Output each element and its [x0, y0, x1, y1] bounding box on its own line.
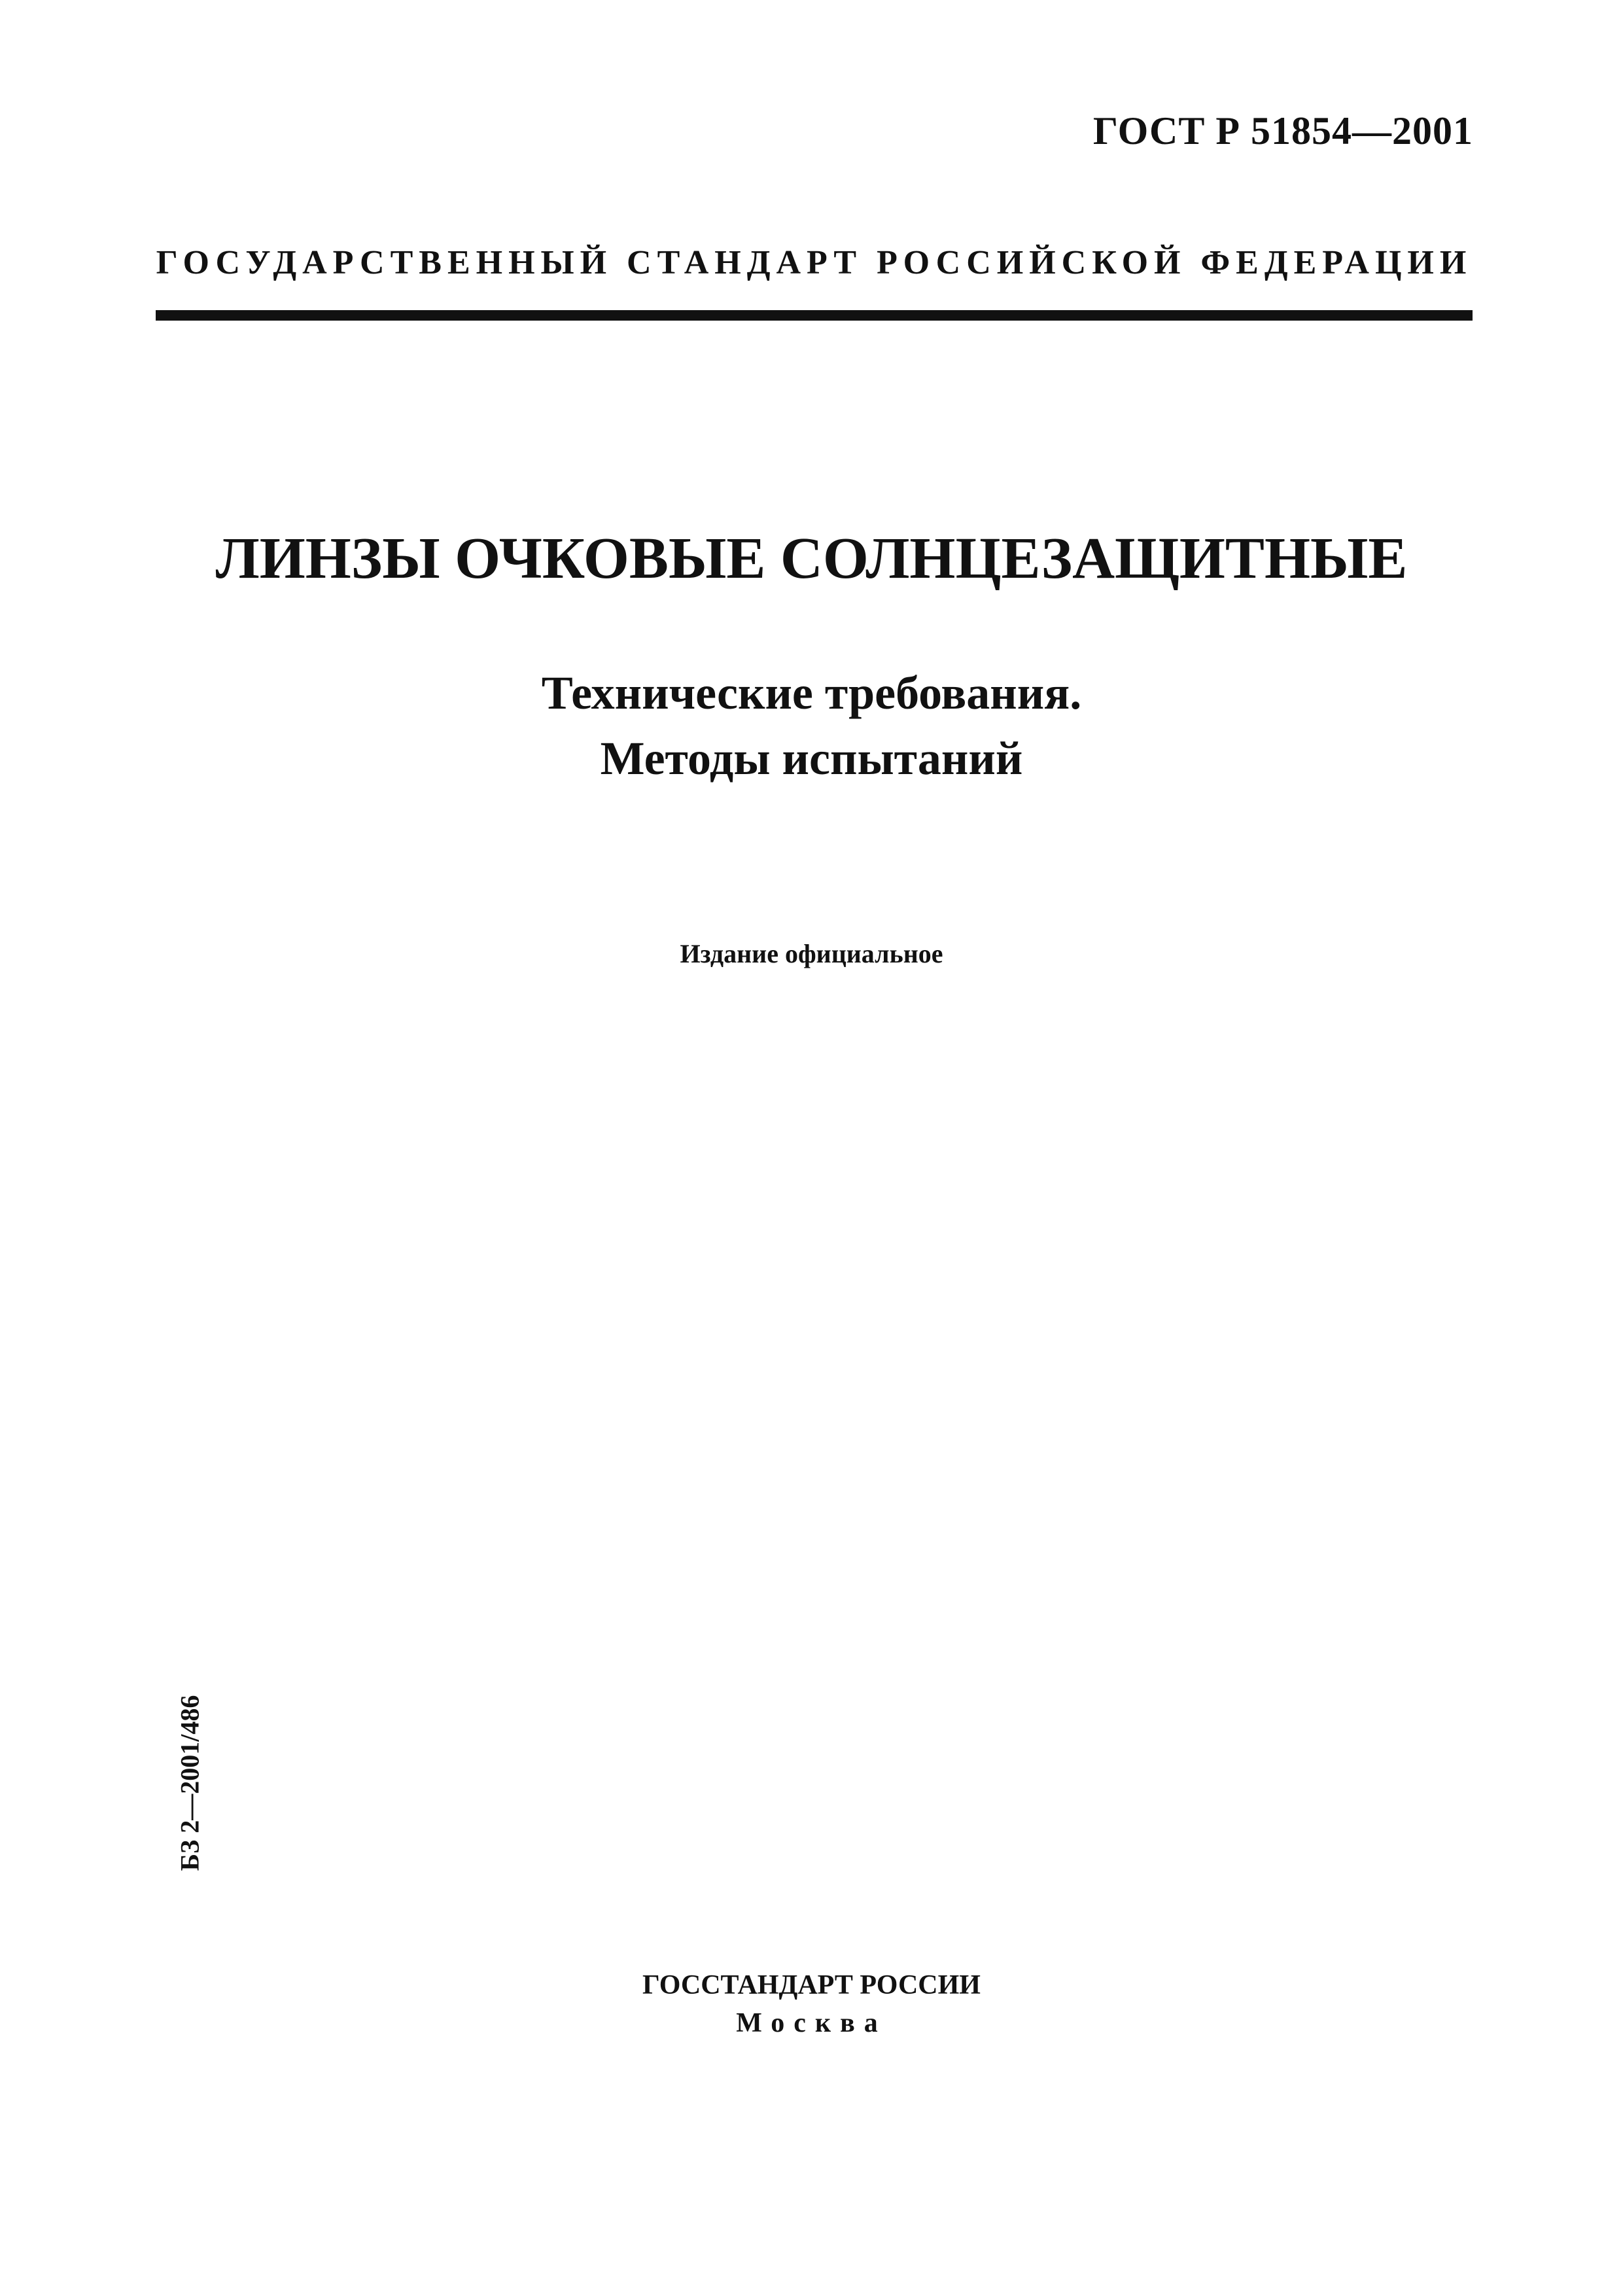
publication-city: Москва — [736, 2008, 887, 2038]
document-title: ЛИНЗЫ ОЧКОВЫЕ СОЛНЦЕЗАЩИТНЫЕ — [215, 526, 1408, 591]
document-subtitle-line-1: Технические требования. — [541, 667, 1082, 719]
document-subtitle-line-2: Методы испытаний — [600, 732, 1023, 785]
publisher-name: ГОССТАНДАРТ РОССИИ — [642, 1970, 981, 2000]
standard-type-heading: ГОСУДАРСТВЕННЫЙ СТАНДАРТ РОССИЙСКОЙ ФЕДЕРАЦИИ — [156, 244, 1473, 281]
edition-note: Издание официальное — [680, 939, 943, 968]
standard-code: ГОСТ Р 51854—2001 — [1092, 109, 1473, 152]
header-rule — [156, 310, 1473, 321]
side-catalog-code: БЗ 2—2001/486 — [175, 1695, 205, 1871]
